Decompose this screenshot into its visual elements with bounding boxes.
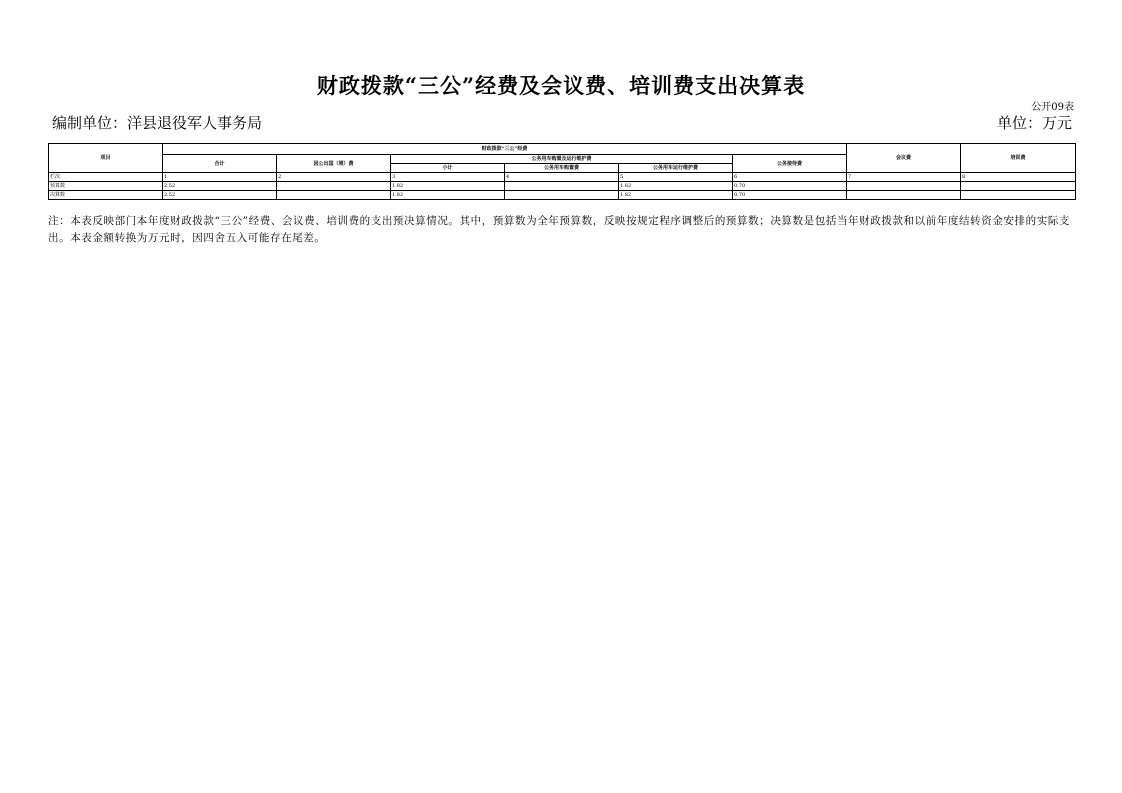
table-row [49,173,1076,182]
table-cell: 1.82 [619,191,733,200]
header-reception: 公务接待费 [733,155,847,173]
table-cell [847,182,961,191]
header-purchase: 公务用车购置费 [505,164,619,173]
table-cell [277,182,391,191]
expenditure-table [48,143,1076,200]
table-cell: 5 [619,173,733,182]
table-cell: 1 [163,173,277,182]
table-cell: 2.52 [163,191,277,200]
table-cell: 6 [733,173,847,182]
table-cell [847,191,961,200]
table-cell [505,182,619,191]
table-cell: 8 [961,173,1076,182]
header-vehicle-group: 公务用车购置及运行维护费 [391,155,733,164]
header-meeting: 会议费 [847,144,961,173]
footnote: 注：本表反映部门本年度财政拨款“三公”经费、会议费、培训费的支出预决算情况。其中，预算数为全年预算数，反映按规定程序调整后的预算数；决算数是包括当年财政拨款和以前年度结转资金安排的实际支出。本表金额转换为万元时，因四舍五入可能存在尾差。 [48,215,1071,244]
table-cell: 2.52 [163,182,277,191]
table-cell: 3 [391,173,505,182]
table-cell [961,191,1076,200]
organization-label: 编制单位：洋县退役军人事务局 [52,114,263,132]
table-cell [277,191,391,200]
table-cell: 预算数 [49,182,163,191]
header-operation: 公务用车运行维护费 [619,164,733,173]
page-title: 财政拨款“三公”经费及会议费、培训费支出决算表 [316,73,806,98]
table-cell: 0.70 [733,191,847,200]
table-cell [961,182,1076,191]
table-cell: 2 [277,173,391,182]
table-cell: 1.82 [391,191,505,200]
header-item: 项目 [49,144,163,173]
table-cell: 1.82 [619,182,733,191]
header-sangong-group: 财政拨款“三公”经费 [163,144,847,155]
table-cell: 4 [505,173,619,182]
table-cell [505,191,619,200]
unit-label: 单位：万元 [996,114,1072,132]
table-cell: 7 [847,173,961,182]
form-code: 公开09表 [1031,102,1074,113]
table-cell: 栏次 [49,173,163,182]
table-cell: 0.70 [733,182,847,191]
header-training: 培训费 [961,144,1076,173]
table-cell: 决算数 [49,191,163,200]
table-cell: 1.82 [391,182,505,191]
header-total: 合计 [163,155,277,173]
table-row [49,182,1076,191]
header-subtotal: 小计 [391,164,505,173]
header-abroad: 因公出国（境）费 [277,155,391,173]
table-row [49,191,1076,200]
